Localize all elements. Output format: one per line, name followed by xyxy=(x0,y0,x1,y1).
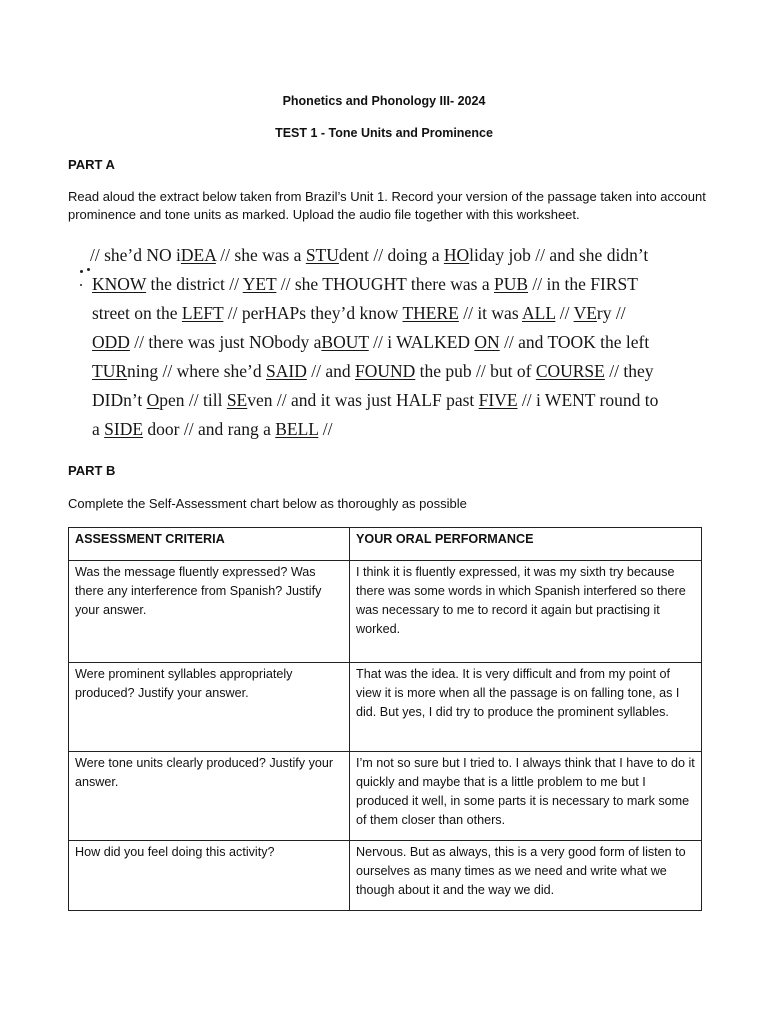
prominent-syllable: VE xyxy=(573,303,597,323)
part-b-instructions: Complete the Self-Assessment chart below as thoroughly as possible xyxy=(68,496,467,511)
extract-text: ning // where she’d xyxy=(127,361,266,381)
extract-text: // xyxy=(555,303,574,323)
scan-speck xyxy=(80,270,83,273)
extract-text: the district // xyxy=(146,274,243,294)
prominent-syllable: ON xyxy=(474,332,500,352)
extract-text: // and TOOK the left xyxy=(499,332,650,352)
extract-text: a xyxy=(92,419,105,439)
prominent-syllable: SAID xyxy=(266,361,307,381)
performance-cell[interactable]: I’m not so sure but I tried to. I always think that I have to do it quickly and maybe that is a little problem to me but I produced it well, in some parts it is necessary to mark some of them closer than others. xyxy=(350,752,702,841)
criteria-cell: Was the message fluently expressed? Was there any interference from Spanish? Justify your answer. xyxy=(69,561,350,663)
extract-text: ry // xyxy=(596,303,626,323)
performance-cell[interactable]: That was the idea. It is very difficult and from my point of view it is more when all the passage is on falling tone, as I did. But yes, I did try to produce the prominent syllables. xyxy=(350,663,702,752)
criteria-cell: How did you feel doing this activity? xyxy=(69,841,350,911)
extract-line xyxy=(92,415,702,444)
extract-text: pen // till xyxy=(159,390,227,410)
extract-text: // she THOUGHT there was a xyxy=(276,274,494,294)
table-row xyxy=(69,561,702,663)
extract-text: liday job // and she didn’t xyxy=(469,245,649,265)
extract-text: the pub // but of xyxy=(415,361,536,381)
extract-line xyxy=(90,241,702,270)
extract-text: dent // doing a xyxy=(338,245,444,265)
extract-line xyxy=(92,299,702,328)
prominent-syllable: COURSE xyxy=(535,361,605,381)
prominent-syllable: FOUND xyxy=(354,361,416,381)
prominent-syllable: TUR xyxy=(92,361,127,381)
extract-line xyxy=(92,328,702,357)
prominent-syllable: BELL xyxy=(275,419,319,439)
extract-text: // xyxy=(318,419,333,439)
prominent-syllable: THERE xyxy=(402,303,459,323)
extract-text: // and xyxy=(306,361,355,381)
extract-line xyxy=(92,270,702,299)
header-assessment-criteria: ASSESSMENT CRITERIA xyxy=(69,528,350,561)
course-title: Phonetics and Phonology III- 2024 xyxy=(282,94,486,108)
extract-text: // in the FIRST xyxy=(528,274,638,294)
prominent-syllable: STU xyxy=(305,245,339,265)
scan-speck xyxy=(80,284,82,286)
extract-text: street on the xyxy=(92,303,182,323)
self-assessment-table xyxy=(68,527,702,911)
extract-text: // they xyxy=(604,361,654,381)
extract-line xyxy=(92,386,702,415)
prominent-syllable: HO xyxy=(443,245,470,265)
extract-text: // i WALKED xyxy=(368,332,475,352)
prominent-syllable: DEA xyxy=(180,245,216,265)
table-row xyxy=(69,752,702,841)
brazil-extract xyxy=(92,241,702,444)
extract-text: // i WENT round to xyxy=(517,390,659,410)
prominent-syllable: ALL xyxy=(522,303,556,323)
prominent-syllable: YET xyxy=(242,274,277,294)
extract-text: // she’d NO i xyxy=(90,245,181,265)
table-row xyxy=(69,663,702,752)
prominent-syllable: ODD xyxy=(92,332,130,352)
test-title: TEST 1 - Tone Units and Prominence xyxy=(275,126,493,140)
header-oral-performance: YOUR ORAL PERFORMANCE xyxy=(350,528,702,561)
prominent-syllable: PUB xyxy=(493,274,529,294)
prominent-syllable: KNOW xyxy=(92,274,147,294)
extract-text: DIDn’t xyxy=(92,390,147,410)
extract-text: ven // and it was just HALF past xyxy=(247,390,479,410)
prominent-syllable: LEFT xyxy=(181,303,224,323)
part-b-heading: PART B xyxy=(68,463,116,478)
part-a-instructions: Read aloud the extract below taken from Brazil’s Unit 1. Record your version of the passage taken into account prominence and tone units as marked. Upload the audio file together with this worksheet. xyxy=(68,189,706,222)
prominent-syllable: O xyxy=(146,390,160,410)
extract-text: // it was xyxy=(458,303,523,323)
extract-text: // there was just NObody a xyxy=(129,332,322,352)
extract-text: door // and rang a xyxy=(143,419,276,439)
performance-cell[interactable]: I think it is fluently expressed, it was my sixth try because there was some words in which Spanish interfered so there was necessary to me to record it again but practising it worked. xyxy=(350,561,702,663)
part-a-heading: PART A xyxy=(68,157,115,172)
prominent-syllable: BOUT xyxy=(321,332,369,352)
prominent-syllable: FIVE xyxy=(478,390,518,410)
extract-text: // perHAPs they’d know xyxy=(223,303,403,323)
extract-line xyxy=(92,357,702,386)
criteria-cell: Were prominent syllables appropriately produced? Justify your answer. xyxy=(69,663,350,752)
prominent-syllable: SE xyxy=(226,390,248,410)
prominent-syllable: SIDE xyxy=(104,419,144,439)
performance-cell[interactable]: Nervous. But as always, this is a very good form of listen to ourselves as many times as we need and write what we though about it and the way we did. xyxy=(350,841,702,911)
criteria-cell: Were tone units clearly produced? Justify your answer. xyxy=(69,752,350,841)
extract-text: // she was a xyxy=(215,245,306,265)
table-row xyxy=(69,841,702,911)
table-header-row xyxy=(69,528,702,561)
